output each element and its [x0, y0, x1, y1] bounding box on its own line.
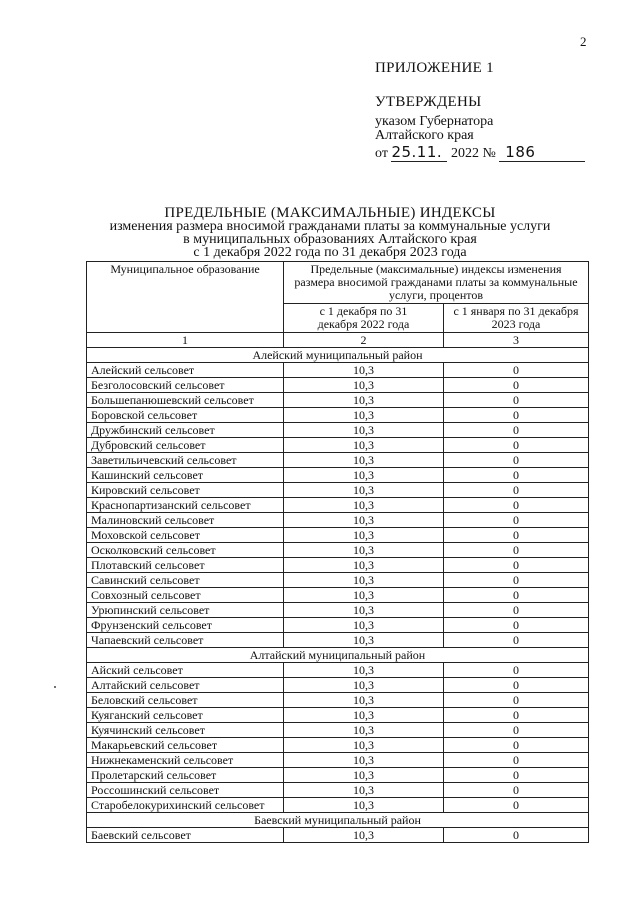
table-row — [87, 453, 589, 468]
index-2023: 0 — [444, 723, 589, 738]
index-2022: 10,3 — [284, 393, 444, 408]
table-row — [87, 438, 589, 453]
index-2022: 10,3 — [284, 423, 444, 438]
index-2023: 0 — [444, 603, 589, 618]
table-row — [87, 708, 589, 723]
index-2022: 10,3 — [284, 828, 444, 843]
decree-year-number-label: 2022 № — [450, 146, 496, 161]
municipality-name: Куячинский сельсовет — [87, 723, 284, 738]
table-row — [87, 783, 589, 798]
index-2023: 0 — [444, 453, 589, 468]
table-row — [87, 798, 589, 813]
index-2022: 10,3 — [284, 723, 444, 738]
index-2022: 10,3 — [284, 633, 444, 648]
municipality-name: Кировский сельсовет — [87, 483, 284, 498]
column-number: 1 — [87, 333, 284, 348]
index-2023: 0 — [444, 783, 589, 798]
municipality-name: Кашинский сельсовет — [87, 468, 284, 483]
column-number: 2 — [284, 333, 444, 348]
index-2023: 0 — [444, 483, 589, 498]
index-2023: 0 — [444, 663, 589, 678]
index-2022: 10,3 — [284, 573, 444, 588]
column-header-2023: с 1 января по 31 декабря 2023 года — [444, 304, 589, 333]
index-2022: 10,3 — [284, 408, 444, 423]
index-2022: 10,3 — [284, 363, 444, 378]
municipality-name: Чапаевский сельсовет — [87, 633, 284, 648]
table-row — [87, 588, 589, 603]
index-2022: 10,3 — [284, 798, 444, 813]
index-2023: 0 — [444, 543, 589, 558]
table-row — [87, 528, 589, 543]
municipality-name: Дубровский сельсовет — [87, 438, 284, 453]
table-row — [87, 828, 589, 843]
index-2022: 10,3 — [284, 618, 444, 633]
municipality-name: Айский сельсовет — [87, 663, 284, 678]
column-group-header: Предельные (максимальные) индексы изменения размера вносимой гражданами платы за коммунальные услуги, процентов — [284, 262, 589, 304]
index-2023: 0 — [444, 753, 589, 768]
municipality-name: Старобелокурихинский сельсовет — [87, 798, 284, 813]
title-line-3: в муниципальных образованиях Алтайского края — [183, 232, 477, 247]
index-2023: 0 — [444, 633, 589, 648]
municipality-name: Малиновский сельсовет — [87, 513, 284, 528]
table-row — [87, 543, 589, 558]
index-2023: 0 — [444, 513, 589, 528]
table-row — [87, 603, 589, 618]
municipality-name: Урюпинский сельсовет — [87, 603, 284, 618]
decree-date-line — [375, 143, 585, 162]
decree-line-2: Алтайского края — [375, 128, 474, 143]
table-body — [87, 348, 589, 843]
table-row — [87, 468, 589, 483]
column-number: 3 — [444, 333, 589, 348]
municipality-name: Россошинский сельсовет — [87, 783, 284, 798]
decree-date-value: 25.11. — [391, 143, 447, 162]
table-row — [87, 768, 589, 783]
municipality-name: Заветильичевский сельсовет — [87, 453, 284, 468]
page-number: 2 — [580, 34, 587, 49]
table-row — [87, 723, 589, 738]
index-2022: 10,3 — [284, 378, 444, 393]
index-2022: 10,3 — [284, 483, 444, 498]
municipality-name: Фрунзенский сельсовет — [87, 618, 284, 633]
index-2022: 10,3 — [284, 453, 444, 468]
index-2023: 0 — [444, 618, 589, 633]
index-2022: 10,3 — [284, 693, 444, 708]
municipality-name: Алтайский сельсовет — [87, 678, 284, 693]
municipality-name: Куяганский сельсовет — [87, 708, 284, 723]
index-2022: 10,3 — [284, 708, 444, 723]
index-2023: 0 — [444, 828, 589, 843]
date-prefix: от — [375, 146, 388, 161]
table-row — [87, 393, 589, 408]
index-2023: 0 — [444, 738, 589, 753]
index-2022: 10,3 — [284, 498, 444, 513]
index-2022: 10,3 — [284, 543, 444, 558]
index-2022: 10,3 — [284, 588, 444, 603]
table-row — [87, 483, 589, 498]
municipality-name: Плотавский сельсовет — [87, 558, 284, 573]
index-2023: 0 — [444, 393, 589, 408]
district-row — [87, 348, 589, 363]
index-2022: 10,3 — [284, 738, 444, 753]
column-header-2022: с 1 декабря по 31 декабря 2022 года — [284, 304, 444, 333]
district-name: Алейский муниципальный район — [87, 348, 589, 363]
table-row — [87, 678, 589, 693]
index-2023: 0 — [444, 678, 589, 693]
table-row — [87, 633, 589, 648]
index-2022: 10,3 — [284, 558, 444, 573]
table-row — [87, 513, 589, 528]
index-2022: 10,3 — [284, 753, 444, 768]
index-2023: 0 — [444, 708, 589, 723]
scan-speck — [54, 686, 56, 688]
indices-table — [86, 261, 589, 843]
index-2023: 0 — [444, 363, 589, 378]
title-line-4: с 1 декабря 2022 года по 31 декабря 2023 года — [193, 245, 467, 260]
index-2022: 10,3 — [284, 468, 444, 483]
municipality-name: Алейский сельсовет — [87, 363, 284, 378]
municipality-name: Савинский сельсовет — [87, 573, 284, 588]
index-2023: 0 — [444, 588, 589, 603]
index-2023: 0 — [444, 558, 589, 573]
index-2022: 10,3 — [284, 603, 444, 618]
index-2022: 10,3 — [284, 438, 444, 453]
table-row — [87, 738, 589, 753]
municipality-name: Нижнекаменский сельсовет — [87, 753, 284, 768]
index-2023: 0 — [444, 438, 589, 453]
column-header-municipality: Муниципальное образование — [87, 262, 284, 333]
district-name: Баевский муниципальный район — [87, 813, 589, 828]
index-2022: 10,3 — [284, 513, 444, 528]
table-row — [87, 753, 589, 768]
index-2022: 10,3 — [284, 678, 444, 693]
municipality-name: Моховской сельсовет — [87, 528, 284, 543]
municipality-name: Краснопартизанский сельсовет — [87, 498, 284, 513]
municipality-name: Пролетарский сельсовет — [87, 768, 284, 783]
district-name: Алтайский муниципальный район — [87, 648, 589, 663]
document-title — [60, 207, 600, 259]
municipality-name: Большепанюшевский сельсовет — [87, 393, 284, 408]
table-row — [87, 378, 589, 393]
index-2022: 10,3 — [284, 663, 444, 678]
municipality-name: Боровской сельсовет — [87, 408, 284, 423]
table-row — [87, 423, 589, 438]
index-2023: 0 — [444, 528, 589, 543]
index-2023: 0 — [444, 798, 589, 813]
table-row — [87, 663, 589, 678]
table-row — [87, 618, 589, 633]
approved-label: УТВЕРЖДЕНЫ — [375, 94, 482, 110]
district-row — [87, 648, 589, 663]
table-row — [87, 498, 589, 513]
index-2023: 0 — [444, 408, 589, 423]
index-2023: 0 — [444, 573, 589, 588]
index-2023: 0 — [444, 378, 589, 393]
index-2022: 10,3 — [284, 528, 444, 543]
municipality-name: Безголосовский сельсовет — [87, 378, 284, 393]
municipality-name: Макарьевский сельсовет — [87, 738, 284, 753]
decree-line-1: указом Губернатора — [375, 114, 494, 129]
index-2023: 0 — [444, 693, 589, 708]
table-row — [87, 573, 589, 588]
table-row — [87, 363, 589, 378]
title-line-1: ПРЕДЕЛЬНЫЕ (МАКСИМАЛЬНЫЕ) ИНДЕКСЫ — [164, 205, 496, 221]
index-2022: 10,3 — [284, 768, 444, 783]
municipality-name: Осколковский сельсовет — [87, 543, 284, 558]
table-row — [87, 408, 589, 423]
index-2022: 10,3 — [284, 783, 444, 798]
decree-number-value: 186 — [499, 143, 585, 162]
index-2023: 0 — [444, 498, 589, 513]
municipality-name: Совхозный сельсовет — [87, 588, 284, 603]
index-2023: 0 — [444, 423, 589, 438]
table-row — [87, 693, 589, 708]
appendix-label: ПРИЛОЖЕНИЕ 1 — [375, 60, 494, 76]
municipality-name: Дружбинский сельсовет — [87, 423, 284, 438]
municipality-name: Баевский сельсовет — [87, 828, 284, 843]
district-row — [87, 813, 589, 828]
table-row — [87, 558, 589, 573]
title-line-2: изменения размера вносимой гражданами платы за коммунальные услуги — [109, 219, 551, 234]
index-2023: 0 — [444, 468, 589, 483]
index-2023: 0 — [444, 768, 589, 783]
municipality-name: Беловский сельсовет — [87, 693, 284, 708]
